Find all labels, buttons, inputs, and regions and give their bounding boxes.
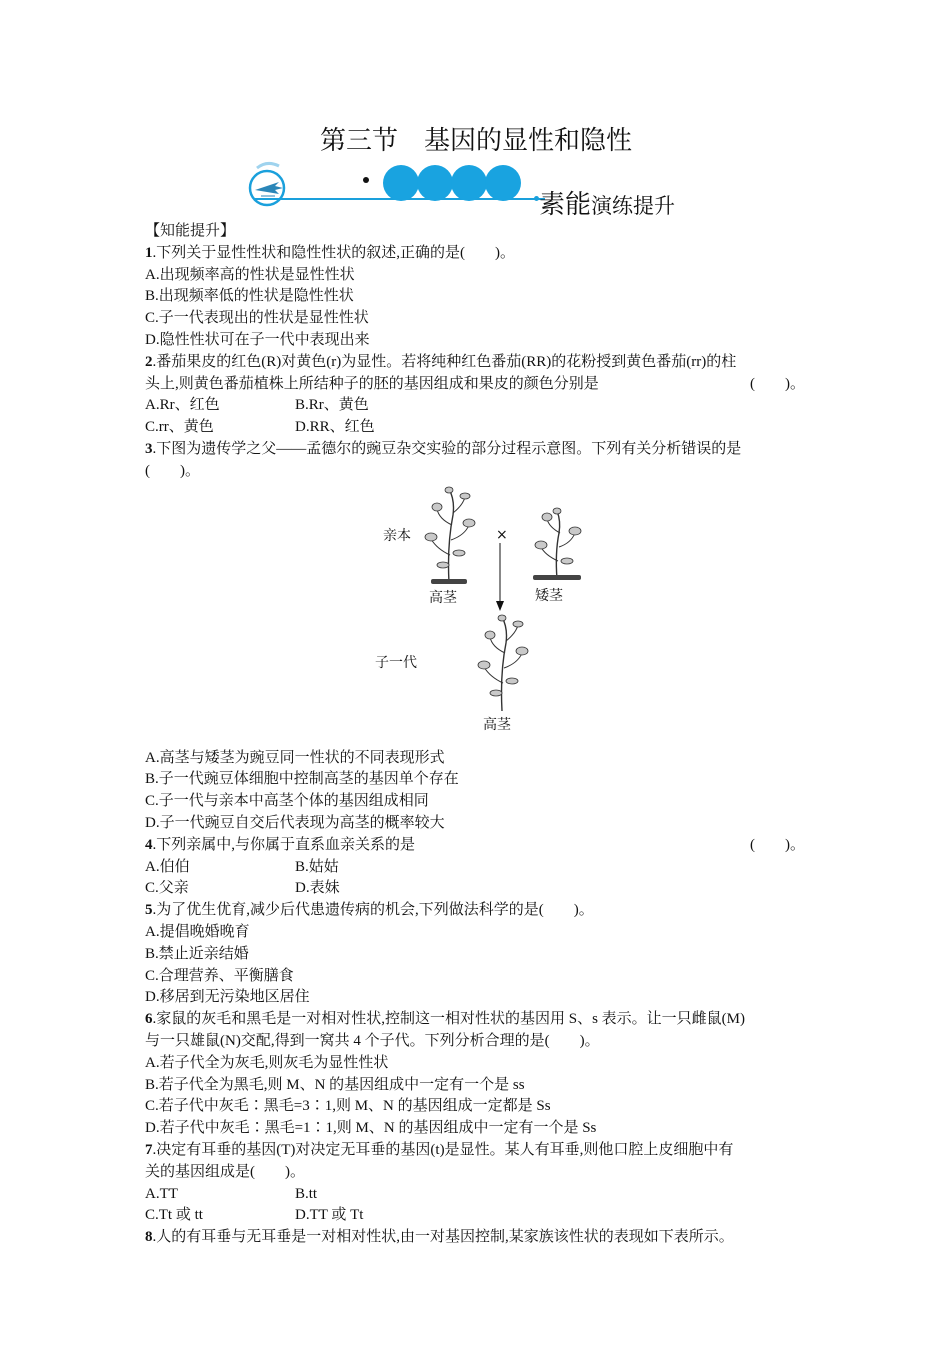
- question-6-stem-cont: 与一只雄鼠(N)交配,得到一窝共 4 个子代。下列分析合理的是( )。: [145, 1032, 600, 1049]
- label-f1: 子一代: [375, 654, 417, 671]
- down-arrow-icon: [495, 543, 505, 613]
- question-text: .下图为遗传学之父——孟德尔的豌豆杂交实验的部分过程示意图。下列有关分析错误的是: [152, 440, 742, 457]
- option: D.TT 或 Tt: [295, 1207, 364, 1224]
- label-parent: 亲本: [383, 527, 411, 544]
- option: C.若子代中灰毛∶黑毛=3∶1,则 M、N 的基因组成一定都是 Ss: [145, 1098, 551, 1115]
- question-6-stem: [145, 1009, 815, 1031]
- option-row: [145, 417, 815, 439]
- question-text: .下列关于显性性状和隐性性状的叙述,正确的是( )。: [152, 244, 515, 261]
- question-text: .番茄果皮的红色(R)对黄色(r)为显性。若将纯种红色番茄(RR)的花粉授到黄色番茄(rr)的柱: [152, 353, 737, 370]
- page-title: 第三节 基因的显性和隐性: [319, 126, 632, 156]
- banner-label-big: 素能: [539, 190, 592, 220]
- question-number: 5: [145, 902, 153, 919]
- question-text: .家鼠的灰毛和黑毛是一对相对性状,控制这一相对性状的基因用 S、s 表示。让一只雌鼠(M): [152, 1011, 746, 1028]
- question-number: 8: [145, 1229, 153, 1246]
- question-number: 7: [145, 1141, 153, 1158]
- question-7-stem: [145, 1140, 815, 1162]
- option: D.RR、红色: [295, 419, 375, 436]
- option: D.表妹: [295, 880, 340, 897]
- option: C.Tt 或 tt: [145, 1207, 203, 1224]
- option-row: [145, 395, 815, 417]
- question-text: .下列亲属中,与你属于直系血亲关系的是: [152, 836, 416, 853]
- banner-circle: [417, 165, 453, 201]
- option: A.若子代全为灰毛,则灰毛为显性性状: [145, 1054, 389, 1071]
- question-1-stem: [145, 243, 815, 265]
- tall-pea-plant-icon: [419, 485, 479, 585]
- question-number: 4: [145, 836, 153, 853]
- banner-label-small: 演练提升: [591, 194, 676, 218]
- option: A.高茎与矮茎为豌豆同一性状的不同表现形式: [145, 749, 445, 766]
- option: B.姑姑: [295, 858, 339, 875]
- option: C.子一代表现出的性状是显性性状: [145, 310, 369, 327]
- option: C.父亲: [145, 880, 189, 897]
- question-number: 1: [145, 244, 153, 261]
- question-3-stem: [145, 439, 815, 461]
- answer-paren: ( )。: [750, 375, 805, 392]
- answer-paren: ( )。: [750, 836, 805, 853]
- option: A.TT: [145, 1185, 178, 1202]
- question-4-stem: [145, 835, 815, 857]
- option: B.若子代全为黑毛,则 M、N 的基因组成中一定有一个是 ss: [145, 1076, 525, 1093]
- banner-circle: [485, 165, 521, 201]
- pea-cross-figure: [145, 483, 815, 748]
- question-3-stem-cont: ( )。: [145, 462, 200, 479]
- question-text: 头上,则黄色番茄植株上所结种子的胚的基因组成和果皮的颜色分别是: [145, 375, 599, 392]
- airplane-emblem-icon: [245, 160, 293, 208]
- option: B.出现频率低的性状是隐性性状: [145, 288, 354, 305]
- short-pea-plant-icon: [527, 503, 587, 583]
- question-2-stem: [145, 352, 815, 374]
- question-text: .人的有耳垂与无耳垂是一对相对性状,由一对基因控制,某家族该性状的表现如下表所示。: [152, 1229, 734, 1246]
- f1-pea-plant-icon: [472, 613, 532, 713]
- option: A.Rr、红色: [145, 397, 220, 414]
- question-5-stem: [145, 900, 815, 922]
- banner-circle: [451, 165, 487, 201]
- label-short-parent: 矮茎: [535, 587, 563, 604]
- exercise-content: [145, 221, 815, 1249]
- banner-dot: [363, 177, 369, 183]
- option-row: [145, 1205, 815, 1227]
- option: D.若子代中灰毛∶黑毛=1∶1,则 M、N 的基因组成中一定有一个是 Ss: [145, 1120, 597, 1137]
- option: D.子一代豌豆自交后代表现为高茎的概率较大: [145, 814, 445, 831]
- label-tall-parent: 高茎: [429, 589, 457, 606]
- question-text: .为了优生优育,减少后代患遗传病的机会,下列做法科学的是( )。: [152, 902, 594, 919]
- question-number: 3: [145, 440, 153, 457]
- section-header: 【知能提升】: [145, 223, 236, 239]
- option: C.子一代与亲本中高茎个体的基因组成相同: [145, 793, 429, 810]
- option-row: [145, 1184, 815, 1206]
- question-number: 2: [145, 353, 153, 370]
- option: C.合理营养、平衡膳食: [145, 967, 294, 984]
- option: A.提倡晚婚晚育: [145, 923, 250, 940]
- section-banner: [245, 160, 715, 220]
- label-f1-tall: 高茎: [483, 716, 511, 733]
- option: B.禁止近亲结婚: [145, 945, 249, 962]
- question-8-stem: [145, 1227, 815, 1249]
- label-cross: ×: [496, 526, 508, 543]
- option-row: [145, 878, 815, 900]
- option-row: [145, 857, 815, 879]
- question-text: .决定有耳垂的基因(T)对决定无耳垂的基因(t)是显性。某人有耳垂,则他口腔上皮细胞中有: [152, 1141, 734, 1158]
- option: A.伯伯: [145, 858, 190, 875]
- option: B.Rr、黄色: [295, 397, 369, 414]
- banner-label: [539, 184, 675, 221]
- option: B.tt: [295, 1185, 318, 1202]
- question-number: 6: [145, 1011, 153, 1028]
- option: C.rr、黄色: [145, 419, 214, 436]
- option: D.移居到无污染地区居住: [145, 989, 310, 1006]
- option: A.出现频率高的性状是显性性状: [145, 266, 355, 283]
- question-2-stem-cont: [145, 374, 815, 396]
- question-7-stem-cont: 关的基因组成是( )。: [145, 1163, 305, 1180]
- option: D.隐性性状可在子一代中表现出来: [145, 331, 370, 348]
- option: B.子一代豌豆体细胞中控制高茎的基因单个存在: [145, 771, 459, 788]
- banner-circle: [383, 165, 419, 201]
